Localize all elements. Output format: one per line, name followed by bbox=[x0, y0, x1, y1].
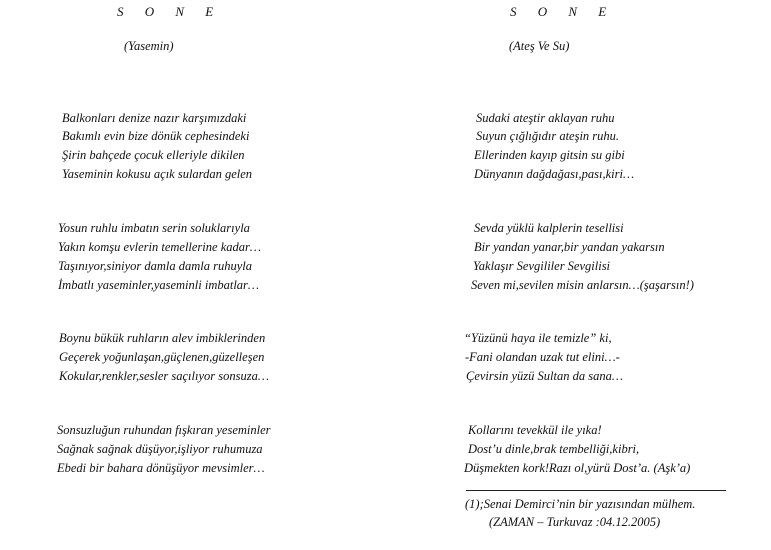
left-stanza-4-line-1: Sonsuzluğun ruhundan fışkıran yeseminler bbox=[57, 423, 271, 437]
left-stanza-3-line-1: Boynu bükük ruhların alev imbiklerinden bbox=[59, 331, 266, 345]
right-stanza-4-line-2: Dost’u dinle,brak tembelliği,kibri, bbox=[468, 442, 640, 456]
left-stanza-1-line-3: Şirin bahçede çocuk elleriyle dikilen bbox=[62, 148, 245, 162]
left-poem-subtitle: (Yasemin) bbox=[124, 39, 174, 53]
left-stanza-2-line-2: Yakın komşu evlerin temellerine kadar… bbox=[58, 240, 261, 254]
left-stanza-1-line-4: Yaseminin kokusu açık sulardan gelen bbox=[62, 167, 253, 181]
right-stanza-2-line-2: Bir yandan yanar,bir yandan yakarsın bbox=[474, 240, 665, 254]
left-stanza-3-line-2: Geçerek yoğunlaşan,güçlenen,güzelleşen bbox=[59, 350, 265, 364]
left-stanza-3-line-3: Kokular,renkler,sesler saçılıyor sonsuza… bbox=[59, 369, 269, 383]
right-stanza-1-line-4: Dünyanın dağdağası,pası,kiri… bbox=[474, 167, 635, 181]
left-stanza-2-line-3: Taşınıyor,siniyor damla damla ruhuyla bbox=[58, 259, 253, 273]
right-stanza-4-line-1: Kollarını tevekkül ile yıka! bbox=[468, 423, 602, 437]
left-stanza-2-line-4: İmbatlı yaseminler,yaseminli imbatlar… bbox=[58, 278, 260, 292]
right-stanza-2-line-1: Sevda yüklü kalplerin tesellisi bbox=[474, 221, 624, 235]
right-stanza-3-line-1: “Yüzünü haya ile temizle” ki, bbox=[464, 331, 612, 345]
right-stanza-1-line-1: Sudaki ateştir aklayan ruhu bbox=[476, 111, 615, 125]
right-poem-title: S O N E bbox=[510, 4, 616, 19]
left-stanza-1-line-1: Balkonları denize nazır karşımızdaki bbox=[62, 111, 247, 125]
left-stanza-4-line-3: Ebedi bir bahara dönüşüyor mevsimler… bbox=[57, 461, 265, 475]
right-poem-subtitle: (Ateş Ve Su) bbox=[509, 39, 570, 53]
right-stanza-2-line-3: Yaklaşır Sevgililer Sevgilisi bbox=[473, 259, 611, 273]
right-stanza-4-line-3: Düşmekten kork!Razı ol,yürü Dost’a. (Aşk’a) bbox=[464, 461, 691, 475]
right-stanza-3-line-3: Çevirsin yüzü Sultan da sana… bbox=[466, 369, 623, 383]
footnote-divider bbox=[466, 490, 726, 491]
footnote-citation: (ZAMAN – Turkuvaz :04.12.2005) bbox=[489, 515, 661, 529]
left-stanza-2-line-1: Yosun ruhlu imbatın serin soluklarıyla bbox=[58, 221, 250, 235]
left-poem-title: S O N E bbox=[117, 4, 223, 19]
right-stanza-3-line-2: -Fani olandan uzak tut elini…- bbox=[465, 350, 620, 364]
left-stanza-4-line-2: Sağnak sağnak düşüyor,işliyor ruhumuza bbox=[57, 442, 263, 456]
right-stanza-2-line-4: Seven mi,sevilen misin anlarsın…(şaşarsın!) bbox=[471, 278, 694, 292]
right-stanza-1-line-2: Suyun çığlığıdır ateşin ruhu. bbox=[476, 129, 620, 143]
footnote-source: (1);Senai Demirci’nin bir yazısından mülhem. bbox=[465, 497, 696, 511]
left-stanza-1-line-2: Bakımlı evin bize dönük cephesindeki bbox=[62, 129, 250, 143]
right-stanza-1-line-3: Ellerinden kayıp gitsin su gibi bbox=[474, 148, 625, 162]
